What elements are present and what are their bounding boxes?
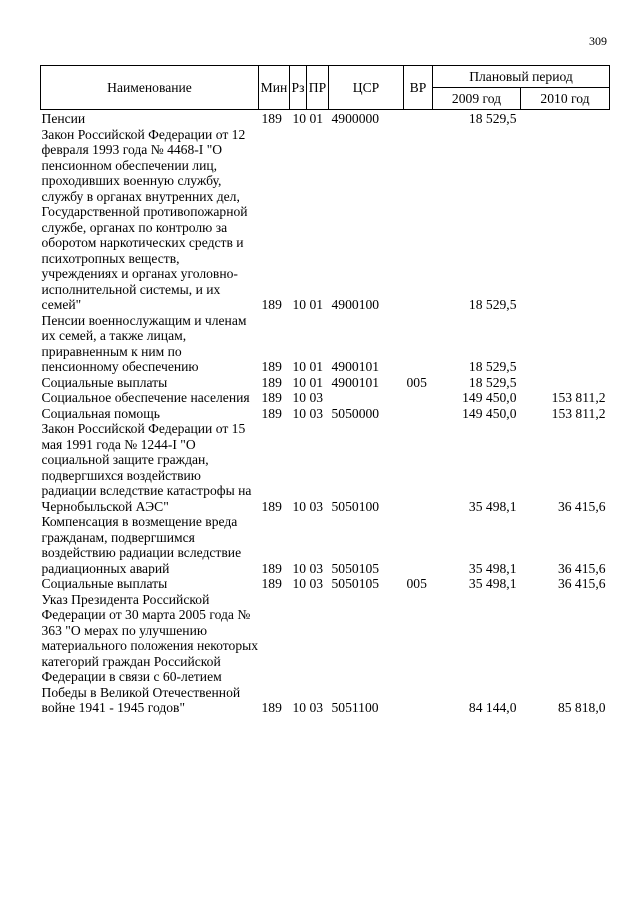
row-vr — [404, 127, 433, 313]
col-header-2010: 2010 год — [521, 88, 610, 110]
row-value-2009: 18 529,5 — [468, 374, 517, 390]
row-csr: 4900000 — [331, 111, 380, 126]
col-header-csr: ЦСР — [329, 66, 404, 110]
row-vr: 005 — [406, 374, 427, 390]
row-csr: 5050105 — [331, 560, 380, 576]
row-pr: 01 — [309, 297, 324, 312]
row-rz: 10 — [292, 405, 307, 421]
row-csr: 5050105 — [331, 576, 380, 591]
col-header-rz: Рз — [290, 66, 307, 110]
table-row — [41, 390, 610, 406]
row-pr: 03 — [309, 390, 324, 405]
table-row — [41, 406, 610, 422]
row-value-2009: 84 144,0 — [468, 700, 517, 715]
row-name: Социальная помощь — [41, 405, 160, 421]
row-min: 189 — [261, 700, 282, 715]
row-pr: 03 — [309, 700, 324, 715]
row-value-2010 — [521, 110, 610, 127]
row-vr — [404, 110, 433, 127]
row-csr — [329, 390, 404, 406]
row-vr — [404, 406, 433, 422]
row-rz: 10 — [292, 390, 307, 405]
row-pr: 01 — [309, 374, 324, 390]
row-csr: 5050100 — [331, 498, 380, 514]
col-header-pr: ПР — [307, 66, 329, 110]
row-min: 189 — [261, 560, 282, 576]
row-name: Закон Российской Федерации от 12 февраля 1993 года № 4468-I "О пенсионном обеспечении лиц, проходивших военную службу, службу в органах внутренних дел, Государственной противопожарной службе, органах по контролю за оборотом наркотических средств и психотропных веществ, учреждениях и органах уголовно-исполнительной системы, и их семей" — [41, 126, 248, 312]
row-value-2010: 153 811,2 — [551, 390, 606, 405]
row-value-2009: 35 498,1 — [468, 576, 517, 591]
row-value-2010: 85 818,0 — [557, 700, 606, 715]
row-pr: 03 — [309, 498, 324, 514]
row-value-2009: 149 450,0 — [462, 405, 517, 421]
row-vr — [404, 592, 433, 716]
row-value-2010: 36 415,6 — [557, 576, 606, 591]
table-row — [41, 592, 610, 716]
row-csr: 4900101 — [331, 374, 380, 390]
row-value-2010: 36 415,6 — [557, 560, 606, 576]
table-row — [41, 313, 610, 375]
table-row — [41, 421, 610, 514]
row-pr: 03 — [309, 576, 324, 591]
table-row — [41, 127, 610, 313]
table-row — [41, 514, 610, 576]
row-min: 189 — [261, 405, 282, 421]
col-header-name: Наименование — [41, 66, 259, 110]
row-vr — [404, 421, 433, 514]
row-name: Указ Президента Российской Федерации от 30 марта 2005 года № 363 "О мерах по улучшению материального положения некоторых категорий граждан Российской Федерации в связи с 60-летием Победы в Великой Отечественной войне 1941 - 1945 годов" — [41, 591, 259, 715]
row-min: 189 — [261, 576, 282, 591]
row-value-2010: 153 811,2 — [551, 405, 606, 421]
table-row — [41, 576, 610, 592]
row-name: Пенсии — [41, 111, 86, 126]
row-rz: 10 — [292, 498, 307, 514]
row-vr — [404, 313, 433, 375]
row-csr: 5051100 — [331, 700, 379, 715]
row-min: 189 — [261, 498, 282, 514]
row-name: Закон Российской Федерации от 15 мая 1991 года № 1244-I "О социальной защите граждан, подвергшихся воздействию радиации вследствие катастрофы на Чернобыльской АЭС" — [41, 421, 252, 514]
row-name: Компенсация в возмещение вреда гражданам, подвергшимся воздействию радиации вследствие радиационных аварий — [41, 514, 242, 576]
col-header-2009: 2009 год — [433, 88, 521, 110]
row-name: Социальное обеспечение населения — [41, 390, 250, 405]
row-csr: 4900101 — [331, 359, 380, 374]
row-name: Социальные выплаты — [41, 576, 168, 591]
row-min: 189 — [261, 390, 282, 405]
row-rz: 10 — [292, 374, 307, 390]
table-body — [41, 110, 610, 716]
row-value-2010 — [521, 375, 610, 391]
row-name: Социальные выплаты — [41, 374, 168, 390]
row-min: 189 — [261, 297, 282, 312]
row-rz: 10 — [292, 359, 307, 374]
header-row-1 — [41, 66, 610, 88]
row-rz: 10 — [292, 560, 307, 576]
row-value-2009: 18 529,5 — [468, 111, 517, 126]
row-value-2010: 36 415,6 — [557, 498, 606, 514]
row-rz: 10 — [292, 297, 307, 312]
row-pr: 01 — [309, 111, 324, 126]
table-row — [41, 110, 610, 127]
row-vr — [404, 390, 433, 406]
row-csr: 4900100 — [331, 297, 380, 312]
row-value-2010 — [521, 313, 610, 375]
table-row — [41, 375, 610, 391]
row-min: 189 — [261, 111, 282, 126]
row-name: Пенсии военнослужащим и членам их семей, а также лицам, приравненным к ним по пенсионному обеспечению — [41, 312, 247, 374]
row-value-2009: 149 450,0 — [462, 390, 517, 405]
row-rz: 10 — [292, 111, 307, 126]
row-value-2009: 18 529,5 — [468, 359, 517, 374]
row-vr: 005 — [406, 576, 427, 591]
row-vr — [404, 514, 433, 576]
row-min: 189 — [261, 374, 282, 390]
col-header-min: Мин — [259, 66, 290, 110]
row-value-2009: 35 498,1 — [468, 498, 517, 514]
col-header-plan-period: Плановый период — [433, 66, 610, 88]
page-number: 309 — [589, 34, 607, 48]
row-value-2009: 35 498,1 — [468, 560, 517, 576]
row-value-2009: 18 529,5 — [468, 297, 517, 312]
budget-table — [40, 65, 610, 716]
row-csr: 5050000 — [331, 405, 380, 421]
col-header-vr: ВР — [404, 66, 433, 110]
row-rz: 10 — [292, 576, 307, 591]
row-value-2010 — [521, 127, 610, 313]
row-min: 189 — [261, 359, 282, 374]
row-pr: 03 — [309, 560, 324, 576]
row-rz: 10 — [292, 700, 307, 715]
row-pr: 01 — [309, 359, 324, 374]
row-pr: 03 — [309, 405, 324, 421]
